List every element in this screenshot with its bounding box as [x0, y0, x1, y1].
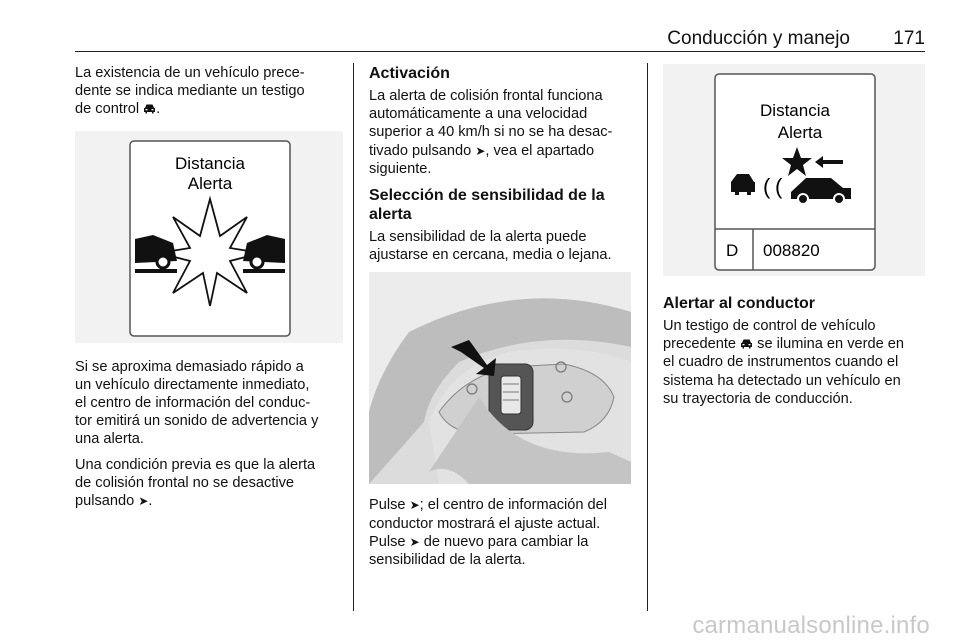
collision-alert-button-icon: ➤ [138, 494, 149, 509]
column-1 [75, 64, 343, 517]
sensitivity-paragraph: La sensibilidad de la alerta puede ajustarse en cercana, media o lejana. [369, 229, 612, 264]
distance-alert-display-illustration [663, 64, 925, 276]
column-2 [369, 64, 637, 576]
fig-title-alert: Alerta [187, 173, 233, 193]
column-3 [663, 64, 928, 415]
activation-paragraph: La alerta de colisión frontal funciona automáticamente a una velocidad superior a 40 km/h si no se ha desac- tivado pulsando ➤, vea el apartado siguiente. [369, 88, 613, 177]
precondition-paragraph: Una condición previa es que la alerta de colisión frontal no se desactive pulsando ➤. [75, 456, 316, 510]
fig-title-alert: Alerta [777, 123, 823, 142]
fig-code: 008820 [763, 241, 820, 260]
front-vehicle-icon [143, 103, 156, 114]
page-header [75, 28, 925, 50]
collision-alert-figure [75, 131, 343, 343]
signal-wave-icon: ( [763, 174, 771, 199]
signal-wave-icon: ( [775, 174, 783, 199]
page-number: 171 [893, 28, 925, 49]
steering-wheel-illustration [369, 272, 631, 484]
page-header-title: Conducción y manejo [667, 28, 850, 49]
column-divider-2 [647, 63, 648, 611]
front-vehicle-icon [740, 338, 753, 349]
fig-code-prefix: D [726, 241, 739, 260]
distance-alert-display-figure [663, 64, 925, 276]
heading-activation: Activación [369, 65, 450, 82]
watermark: carmanualsonline.info [692, 612, 930, 639]
fig-title-distance: Distancia [760, 101, 830, 120]
collision-alert-button-icon: ➤ [409, 534, 420, 549]
collision-alert-illustration [75, 131, 343, 343]
heading-sensitivity: Selección de sensibilidad de la alerta [369, 187, 605, 224]
press-button-paragraph: Pulse ➤; el centro de información del conductor mostrará el ajuste actual. Pulse ➤ de nuevo para cambiar la sensibilidad de la alerta. [369, 497, 608, 569]
intro-paragraph: La existencia de un vehículo prece- dente se indica mediante un testigo de control . [75, 65, 305, 118]
header-rule [75, 51, 925, 52]
alert-driver-paragraph: Un testigo de control de vehículo precedente se ilumina en verde en el cuadro de instrumentos cuando el sistema ha detectado un vehículo en su trayectoria de conducción. [663, 318, 904, 407]
column-divider-1 [353, 63, 354, 611]
collision-alert-button-icon: ➤ [409, 498, 420, 513]
fig-title-distance: Distancia [175, 153, 245, 173]
steering-wheel-figure [369, 272, 631, 484]
approach-warning-paragraph: Si se aproxima demasiado rápido a un vehículo directamente inmediato, el centro de información del conduc- tor emitirá un sonido de advertencia y una alerta. [75, 358, 319, 448]
heading-alert-driver: Alertar al conductor [663, 295, 816, 312]
collision-alert-button-icon: ➤ [475, 143, 486, 158]
